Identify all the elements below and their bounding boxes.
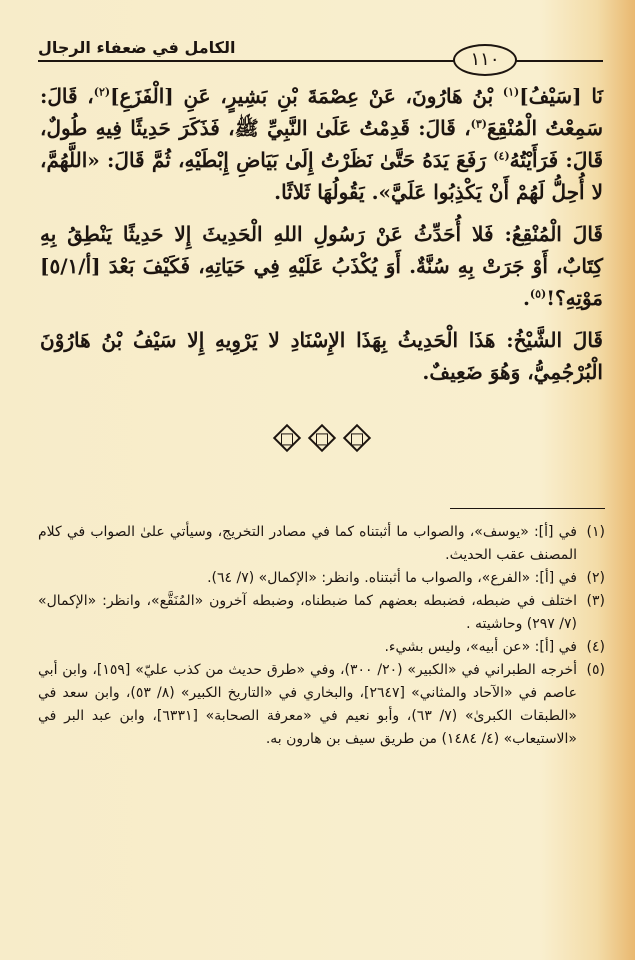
header-rule — [38, 60, 603, 62]
footnote — [38, 590, 605, 636]
text: رَفَعَ يَدَهُ حَتَّىٰ نَظَرْتُ إِلَىٰ بَيَاضِ إِبْطَيْهِ، ثُمَّ قَالَ: «اللَّهُمَّ، لا أُحِلُّ لَهُمْ أَنْ يَكْذِبُوا عَلَيَّ». يَقُولُهَا ثَلاثًا. — [40, 148, 603, 204]
ornament-icon — [342, 424, 370, 452]
footnote-text: في [أ]: «عن أبيه»، وليس بشيء. — [384, 639, 577, 655]
ornament-icon — [307, 424, 335, 452]
text: . — [522, 286, 530, 310]
footnote-separator — [450, 508, 605, 509]
footnote — [38, 567, 605, 590]
footnote — [38, 521, 605, 567]
footnote-text: في [أ]: «يوسف»، والصواب ما أثبتناه كما في مصادر التخريج، وسيأتي علىٰ الصواب في كلام المصنف عقب الحديث. — [38, 524, 577, 563]
footnote-number: (٤) — [586, 639, 605, 655]
text: قَالَ الشَّيْخُ: هَذَا الْحَدِيثُ بِهَذَا الإِسْنَادِ لا يَرْوِيهِ إِلا سَيْفُ بْنُ هَارُوْنَ الْبُرْجُمِيُّ، وَهُوَ ضَعِيفٌ. — [40, 328, 603, 384]
page-number: ١١٠ — [453, 44, 517, 76]
footnote — [38, 636, 605, 659]
text: ، قَالَ: سَمِعْتُ الْمُنْقِعَ — [40, 84, 603, 140]
section-ornament — [277, 428, 367, 448]
footnote — [38, 659, 605, 751]
footnote-ref[interactable]: (٥) — [529, 287, 547, 301]
footnote-number: (١) — [586, 524, 605, 540]
paragraph-munqi — [40, 218, 603, 314]
footnote-text: اختلف في ضبطه، فضبطه بعضهم كما ضبطناه، وضبطه آخرون «المُنَقَّع»، وانظر: «الإكمال» (٧/ ٢٩٧) وحاشيته . — [38, 593, 577, 632]
ornament-icon — [272, 424, 300, 452]
text: نَا [سَيْفُ] — [519, 84, 604, 108]
footnote-number: (٣) — [586, 593, 605, 609]
main-text — [38, 80, 605, 388]
footnotes — [38, 521, 605, 751]
footnote-ref[interactable]: (٢) — [93, 85, 111, 99]
text: بْنُ هَارُونَ، عَنْ عِصْمَةَ بْنِ بَشِيرٍ، عَنِ [الْفَزَعِ] — [110, 84, 503, 108]
text: ، قَالَ: قَدِمْتُ عَلَىٰ النَّبِيِّ ﷺ، فَذَكَرَ حَدِيثًا فِيهِ طُولٌ، قَالَ: فَرَأَيْتُهُ — [40, 116, 604, 172]
footnote-ref[interactable]: (٣) — [470, 117, 488, 131]
footnote-text: أخرجه الطبراني في «الكبير» (٢٠/ ٣٠٠)، وفي «طرق حديث من كذب عليّ» [١٥٩]، وابن أبي عاصم في «الآحاد والمثاني» [٢٦٤٧]، والبخاري في «التاريخ الكبير» (٨/ ٥٣)، وابن سعد في «الطبقات الكبرىٰ» (٧/ ٦٣)، وأبو نعيم في «معرفة الصحابة» [٦٣٣١]، وابن عبد البر في «الاستيعاب» (٤/ ١٤٨٤) من طريق سيف بن هارون به. — [38, 662, 578, 747]
page-header — [38, 36, 603, 70]
book-title: الكامل في ضعفاء الرجال — [38, 38, 236, 57]
footnote-number: (٥) — [586, 662, 606, 678]
footnote-ref[interactable]: (٤) — [493, 149, 510, 163]
text: قَالَ الْمُنْقِعُ: فَلا أُحَدِّثُ عَنْ رَسُولِ اللهِ الْحَدِيثَ إِلا حَدِيثًا يَنْطِقُ بِهِ كِتَابٌ، أَوْ جَرَتْ بِهِ سُنَّةٌ. أَوَ يُكْذَبُ عَلَيْهِ فِي حَيَاتِهِ، فَكَيْفَ بَعْدَ [أ/٥/١] مَوْتِهِ؟! — [40, 222, 603, 310]
footnote-number: (٢) — [586, 570, 605, 586]
paragraph-hadith — [40, 80, 603, 208]
paragraph-shaykh — [40, 324, 603, 388]
footnote-ref[interactable]: (١) — [502, 85, 520, 99]
footnote-text: في [أ]: «الفرع»، والصواب ما أثبتناه. وانظر: «الإكمال» (٧/ ٦٤). — [207, 570, 577, 586]
